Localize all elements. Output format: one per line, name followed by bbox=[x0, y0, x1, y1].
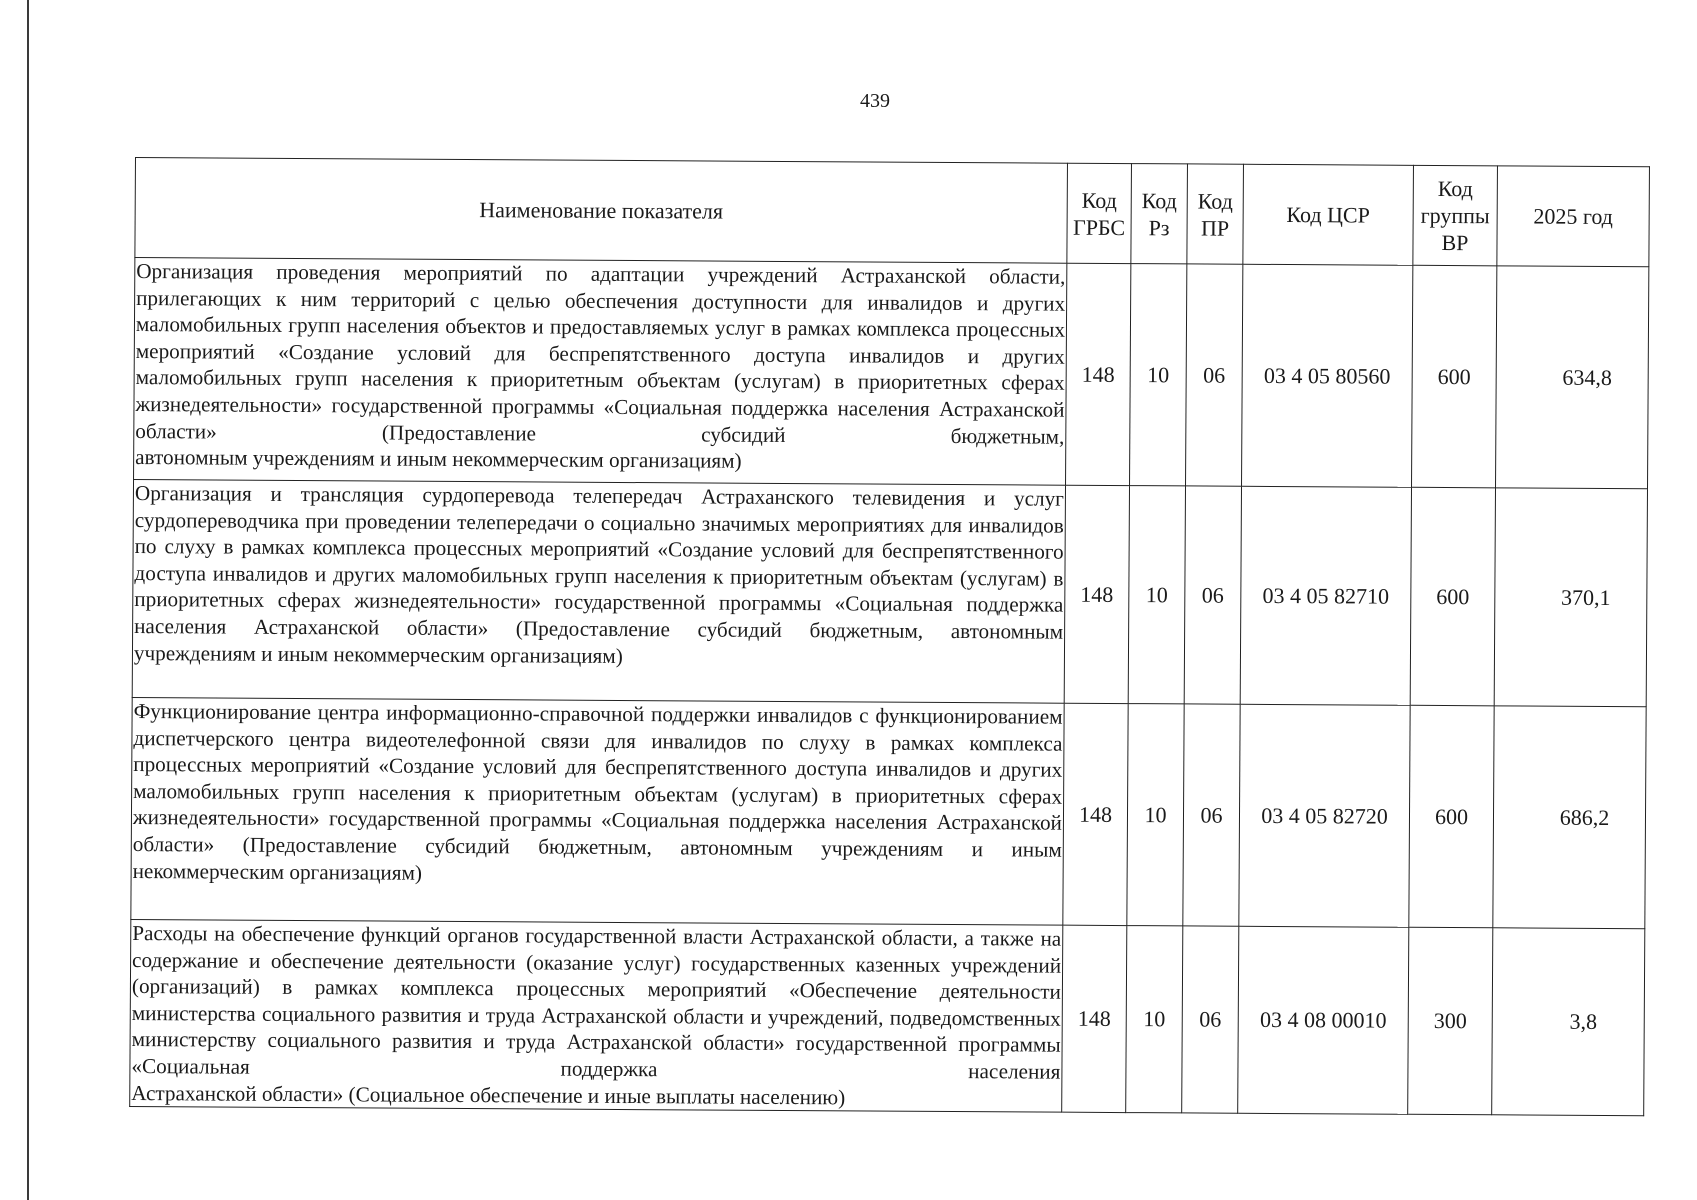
budget-table bbox=[129, 157, 1650, 1116]
header-pr: Код ПР bbox=[1187, 164, 1244, 264]
header-grbs: Код ГРБС bbox=[1067, 163, 1132, 263]
row-name-last-line: учреждениям и иным некоммерческим организациям) bbox=[133, 640, 623, 668]
row-name-cell bbox=[130, 919, 1063, 1112]
row-name-text: Организация и трансляция сурдоперевода телепередач Астраханского телевидения и услуг сурдопереводчика при проведении телепередачи о социально значимых мероприятиях для инвалидов по слуху в рамках комплекса процессных мероприятий «Создание условий для беспрепятственного доступа инвалидов и других маломобильных групп населения к приоритетным объектам (услугам) в приоритетных сферах жизнедеятельности» государственной программы «Социальная поддержка населения Астраханской области» (Предоставление субсидий бюджетным, автономным bbox=[134, 481, 1065, 644]
row-csr: 03 4 05 82720 bbox=[1239, 704, 1410, 927]
row-amount: 370,1 bbox=[1494, 488, 1647, 707]
header-csr: Код ЦСР bbox=[1243, 164, 1414, 265]
row-csr: 03 4 05 80560 bbox=[1242, 264, 1413, 487]
table-row bbox=[134, 258, 1649, 489]
row-vr: 600 bbox=[1409, 705, 1494, 928]
row-name-last-line: некоммерческим организациям) bbox=[132, 858, 423, 885]
row-grbs: 148 bbox=[1063, 703, 1128, 925]
row-pr: 06 bbox=[1184, 486, 1241, 704]
table-header-row bbox=[135, 158, 1650, 267]
row-amount: 686,2 bbox=[1493, 706, 1646, 929]
row-pr: 06 bbox=[1182, 926, 1239, 1113]
row-rz: 10 bbox=[1128, 486, 1185, 704]
scan-margin-line bbox=[27, 0, 29, 1200]
row-csr: 03 4 08 00010 bbox=[1238, 926, 1409, 1114]
row-vr: 600 bbox=[1410, 487, 1495, 706]
row-grbs: 148 bbox=[1066, 263, 1131, 485]
header-vr: Код группы ВР bbox=[1413, 165, 1498, 266]
table-row bbox=[130, 919, 1645, 1115]
row-name-text: Функционирование центра информационно-справочной поддержки инвалидов с функционированием диспетчерского центра видеотелефонной связи для инвалидов по слуху в рамках комплекса процессных мероприятий «Создание условий для беспрепятственного доступа инвалидов и других маломобильных групп населения к приоритетным объектам (услугам) в приоритетных сферах жизнедеятельности» государственной программы «Социальная поддержка населения Астраханской области» (Предоставление субсидий бюджетным, автономным учреждениям и иным bbox=[132, 699, 1063, 862]
row-pr: 06 bbox=[1186, 264, 1243, 486]
row-rz: 10 bbox=[1130, 264, 1187, 486]
row-vr: 300 bbox=[1408, 927, 1493, 1115]
table-row bbox=[131, 697, 1646, 928]
row-amount: 634,8 bbox=[1496, 266, 1649, 489]
row-name-text: Организация проведения мероприятий по адаптации учреждений Астраханской области, прилегающих к ним территорий с целью обеспечения доступности для инвалидов и других маломобильных групп населения объектов и предоставляемых услуг в рамках комплекса процессных мероприятий «Создание условий для беспрепятственного доступа инвалидов и других маломобильных групп населения к приоритетным объектам (услугам) в приоритетных сферах жизнедеятельности» государственной программы «Социальная поддержка населения Астраханской области» (Предоставление субсидий бюджетным, bbox=[135, 259, 1066, 449]
page-number: 439 bbox=[860, 90, 890, 112]
row-name-cell bbox=[132, 479, 1065, 703]
row-name-text: Расходы на обеспечение функций органов государственной власти Астраханской области, а также на содержание и обеспечение деятельности (оказание услуг) государственных казенных учреждений (организаций) в рамках комплекса процессных мероприятий «Обеспечение деятельности министерства социального развития и труда Астраханской области и учреждений, подведомственных министерству социального развития и труда Астраханской области» государственной программы «Социальная поддержка населения bbox=[131, 920, 1062, 1084]
row-name-last-line: автономным учреждениям и иным некоммерческим организациям) bbox=[135, 445, 742, 473]
row-amount: 3,8 bbox=[1492, 928, 1645, 1116]
row-rz: 10 bbox=[1127, 704, 1184, 926]
header-name: Наименование показателя bbox=[135, 158, 1068, 264]
row-rz: 10 bbox=[1126, 926, 1183, 1113]
row-grbs: 148 bbox=[1064, 485, 1129, 703]
header-year: 2025 год bbox=[1497, 166, 1650, 267]
row-name-cell bbox=[131, 697, 1064, 925]
row-csr: 03 4 05 82710 bbox=[1240, 486, 1411, 705]
table-row bbox=[132, 479, 1647, 706]
header-rz: Код Рз bbox=[1131, 164, 1188, 264]
row-grbs: 148 bbox=[1062, 925, 1127, 1113]
row-name-last-line: Астраханской области» (Социальное обеспечение и иные выплаты населению) bbox=[131, 1080, 846, 1109]
row-name-cell bbox=[134, 258, 1067, 486]
row-vr: 600 bbox=[1412, 265, 1497, 488]
row-pr: 06 bbox=[1183, 704, 1240, 926]
